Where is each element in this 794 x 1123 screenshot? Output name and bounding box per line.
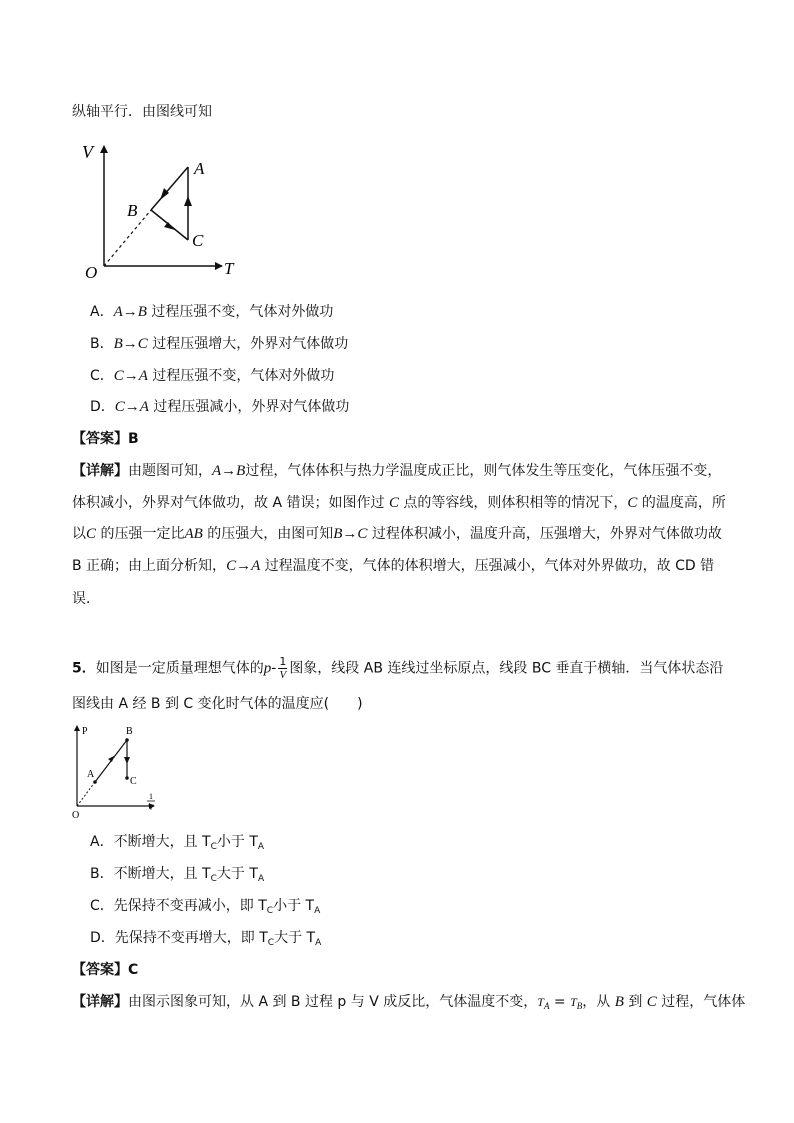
p-axis-label: P [82,726,88,737]
q4-option-c: C．C→A 过程压强不变，气体对外做功 [90,368,335,384]
q4-detail-line-1: 【详解】由题图可知，A→B过程，气体体积与热力学温度成正比，则气体发生等压变化，气体压强不变， [72,463,722,479]
q5-answer: 【答案】C [72,962,139,978]
point-c-label: C [192,231,204,250]
x-axis-den: V [148,803,154,812]
t-axis-label: T [224,259,234,278]
point-a-label: A [87,769,95,780]
origin-label: O [72,810,80,821]
dashed-origin-a [77,782,95,806]
q4-detail-line-2: 体积减小，外界对气体做功，故 A 错误；如图作过 C 点的等容线，则体积相等的情况下，C 的温度高，所 [72,495,726,511]
q4-detail-line-5: 误． [72,591,100,607]
point-c [125,776,129,780]
q5-option-b: B．不断增大，且 $T_C$大于 $T_A$ [90,866,265,884]
vt-diagram [72,138,242,283]
x-axis-num: 1 [149,792,153,801]
q5-option-c: C．先保持不变再减小，即 $T_C$小于 $T_A$ [90,898,321,916]
q4-detail-line-4: B 正确；由上面分析知，C→A 过程温度不变，气体的体积增大，压强减小，气体对外界做功，故 CD 错 [72,558,715,574]
q5-option-d: D．先保持不变再增大，即 $T_C$大于 $T_A$ [90,930,322,948]
q4-option-a: A．A→B 过程压强不变，气体对外做功 [90,304,334,320]
point-b-label: B [126,726,133,737]
inverse-v-fraction: $\frac{1}{V}$ [279,655,287,681]
q5-stem-line-2: 图线由 A 经 B 到 C 变化时气体的温度应( ) [72,696,363,712]
origin-label: O [85,263,98,282]
p-inverse-v-diagram [70,722,170,822]
q5-stem-line-1: 5．如图是一定质量理想气体的p- $\frac{1}{V}$ 图象，线段 AB 连线过坐标原点，线段 BC 垂直于横轴．当气体状态沿 [72,655,724,681]
q4-detail-line-3: 以C 的压强一定比AB 的压强大，由图可知B→C 过程体积减小，温度升高，压强增大，外界对气体做功故 [72,526,722,542]
q5-option-a: A．不断增大，且 $T_C$小于 $T_A$ [90,834,265,852]
v-axis-label: V [82,142,93,162]
q4-answer: 【答案】B [72,431,139,447]
point-b [125,738,129,742]
q5-detail-line-1: 【详解】由图示图象可知，从 A 到 B 过程 p 与 V 成反比，气体温度不变，$T_A = T_B$，从 B 到 C 过程，气体体 [72,994,746,1011]
point-c-label: C [130,776,137,787]
point-a [93,780,97,784]
intro-line: 纵轴平行．由图线可知 [72,104,212,120]
q4-option-b: B．B→C 过程压强增大，外界对气体做功 [90,336,349,352]
q4-option-d: D．C→A 过程压强减小，外界对气体做功 [90,399,350,415]
point-a-label: A [194,159,205,178]
point-b-label: B [127,201,138,220]
line-a-b [151,167,188,210]
